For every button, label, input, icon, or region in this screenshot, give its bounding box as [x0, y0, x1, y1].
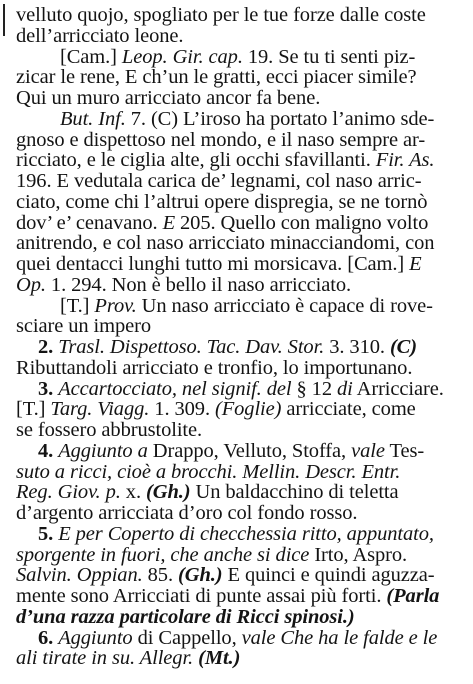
- text-segment: 7. (C) L’iroso ha portato l’animo sde-: [125, 107, 435, 130]
- text-segment: Un baldacchino di teletta: [190, 481, 399, 504]
- text-segment: sciare un impero: [16, 315, 152, 338]
- text-line: [16, 191, 468, 214]
- text-segment: di Cappello,: [132, 626, 242, 649]
- text-segment: mente sono Arricciati di punte assai più forti.: [16, 585, 387, 607]
- text-segment: 5.: [38, 522, 59, 545]
- text-line: [16, 170, 468, 193]
- text-segment: Drappo, Velluto, Stoffa,: [147, 439, 352, 462]
- text-segment: anitrendo, e col naso arricciato minacciandomi, con: [16, 232, 435, 255]
- text-line: [16, 564, 468, 587]
- text-segment: 4.: [38, 439, 59, 462]
- text-line: [38, 523, 468, 546]
- text-segment: E: [409, 253, 422, 275]
- text-segment: 3.: [38, 377, 59, 400]
- text-line: [16, 149, 468, 172]
- text-segment: dov’ e’ cenavano.: [16, 211, 163, 234]
- text-line: [16, 585, 468, 608]
- text-line: [16, 544, 468, 567]
- text-segment: 205. Quello con maligno volto: [175, 211, 429, 234]
- text-line: [16, 357, 468, 380]
- text-segment: E: [162, 211, 175, 234]
- text-line: [16, 502, 468, 525]
- text-segment: 6.: [38, 626, 59, 649]
- text-segment: ali tirate in su. Allegr.: [16, 647, 194, 670]
- text-segment: Trasl. Dispettoso. Tac. Dav. Stor.: [58, 336, 325, 358]
- text-line: [16, 315, 468, 338]
- text-segment: Un naso arricciato è capace di rove-: [136, 294, 433, 317]
- text-segment: (Gh.): [146, 481, 191, 504]
- text-line: [60, 295, 468, 318]
- text-segment: Leop. Gir. cap.: [121, 45, 243, 68]
- text-line: [60, 46, 468, 69]
- text-segment: Irto, Aspro.: [309, 543, 408, 566]
- text-line: [16, 398, 468, 421]
- text-segment: arricciate, come: [281, 398, 416, 421]
- text-line: [16, 25, 468, 48]
- text-segment: sporgente in fuori, che anche si dice: [16, 543, 310, 566]
- text-segment: (Mt.): [198, 647, 241, 670]
- text-segment: Arricciare.: [352, 377, 444, 400]
- text-line: [60, 108, 468, 131]
- text-segment: ricciato, e le ciglia alte, gli occhi sfavillanti.: [16, 149, 376, 172]
- text-segment: Tes-: [384, 439, 425, 462]
- text-segment: E per Coperto di checchessia ritto, appuntato,: [58, 522, 434, 545]
- text-segment: Op.: [16, 273, 46, 296]
- text-line: [16, 606, 468, 629]
- text-segment: [T.]: [16, 398, 51, 421]
- text-segment: 3. 310.: [324, 336, 390, 358]
- text-segment: Accartocciato, nel signif. del: [58, 377, 292, 400]
- text-segment: Prov.: [94, 294, 137, 317]
- text-segment: d’argento arricciata d’oro col fondo rosso.: [16, 502, 358, 524]
- text-segment: But. Inf.: [60, 107, 126, 130]
- text-line: [16, 212, 468, 235]
- text-line: [16, 4, 468, 27]
- text-segment: § 12: [291, 377, 337, 400]
- text-line: [16, 129, 468, 152]
- text-segment: (Parla: [386, 585, 440, 607]
- text-segment: di: [337, 377, 353, 400]
- text-segment: [Cam.]: [60, 45, 122, 68]
- text-segment: E quinci e quindi aguzza-: [222, 564, 435, 587]
- text-line: [38, 336, 468, 359]
- text-segment: ciato, come chi l’altrui opere dispregia, se ne tornò: [16, 190, 428, 213]
- text-segment: Fir. As.: [375, 149, 435, 172]
- text-segment: Qui un muro arricciato ancor fa bene.: [16, 87, 321, 109]
- text-line: [38, 378, 468, 401]
- text-segment: vale: [351, 439, 385, 462]
- text-segment: se fossero abbrustolite.: [16, 419, 203, 441]
- text-line: [16, 481, 468, 504]
- text-segment: zicar le rene, E ch’un le gratti, ecci piacer simile?: [16, 66, 417, 89]
- margin-rule: [3, 4, 5, 36]
- text-segment: dell’arricciato leone.: [16, 24, 184, 47]
- text-segment: Salvin. Oppian.: [16, 564, 143, 587]
- text-line: [16, 647, 468, 670]
- text-line: [16, 253, 468, 276]
- text-segment: vale Che ha le falde e le: [241, 626, 438, 649]
- text-line: [16, 232, 468, 255]
- text-segment: x.: [120, 481, 147, 504]
- text-line: [38, 440, 468, 463]
- text-segment: 1. 309.: [149, 398, 215, 421]
- text-segment: [T.]: [60, 294, 95, 317]
- text-segment: d’una razza particolare di Ricci spinosi.): [16, 605, 355, 628]
- text-segment: Targ. Viagg.: [50, 398, 150, 421]
- text-segment: 19. Se tu ti senti piz-: [242, 45, 416, 68]
- text-segment: 1. 294. Non è bello il naso arricciato.: [45, 273, 352, 296]
- text-segment: (Gh.): [178, 564, 223, 587]
- text-segment: Ributtandoli arricciato e tronfio, lo importunano.: [16, 356, 413, 379]
- text-line: [16, 461, 468, 484]
- text-segment: 2.: [38, 336, 59, 358]
- text-segment: suto a ricci, cioè a brocchi. Mellin. Descr. Entr.: [16, 460, 401, 483]
- text-segment: gnoso e dispettoso nel mondo, e il naso sempre ar-: [16, 128, 426, 151]
- text-segment: Reg. Giov. p.: [16, 481, 121, 504]
- text-segment: 85.: [142, 564, 179, 587]
- text-segment: Aggiunto a: [58, 439, 148, 462]
- text-segment: velluto quojo, spogliato per le tue forze dalle coste: [16, 4, 426, 26]
- text-segment: quei dentacci lunghi tutto mi morsicava. [Cam.]: [16, 253, 410, 275]
- text-line: [16, 66, 468, 89]
- text-segment: 196. E vedutala carica de’ legnami, col naso arric-: [16, 170, 422, 192]
- text-line: [16, 87, 468, 110]
- text-segment: (C): [389, 336, 417, 358]
- text-line: [16, 274, 468, 297]
- text-line: [16, 419, 468, 442]
- text-segment: Aggiunto: [58, 626, 133, 649]
- text-line: [38, 627, 468, 650]
- text-segment: (Foglie): [215, 398, 282, 421]
